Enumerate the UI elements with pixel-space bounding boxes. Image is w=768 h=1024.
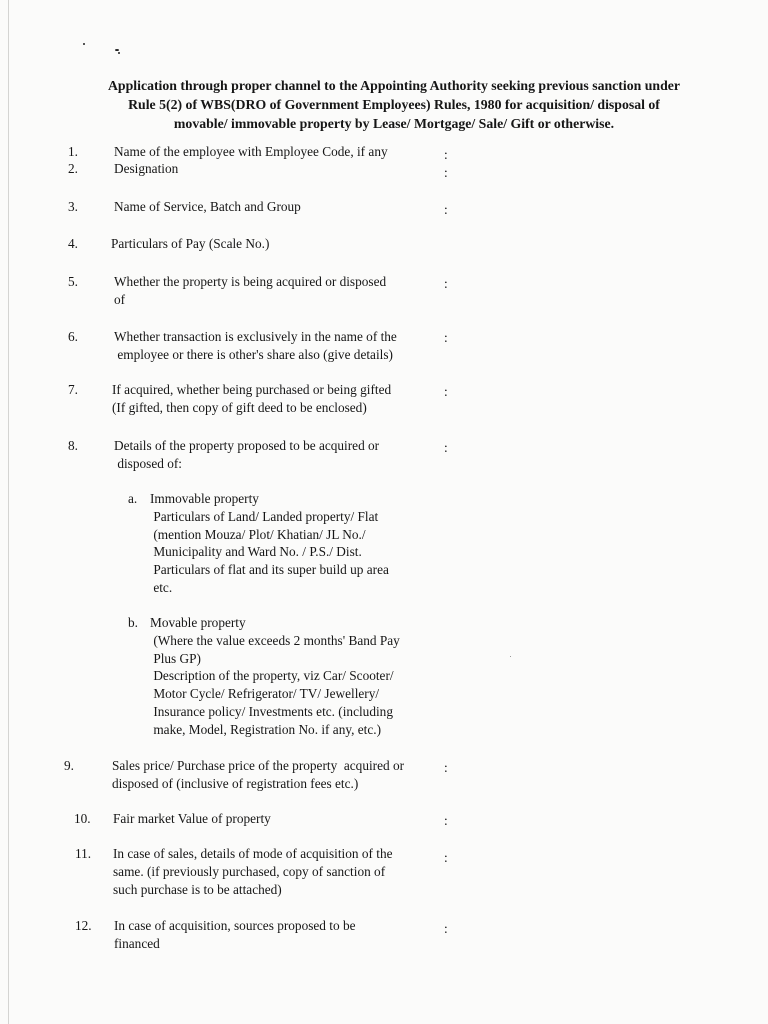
item-text-line: Whether transaction is exclusively in the name of the [114, 329, 397, 344]
sub-item-text-line: Motor Cycle/ Refrigerator/ TV/ Jewellery/ [150, 686, 380, 702]
form-title-line: movable/ immovable property by Lease/ Mortgage/ Sale/ Gift or otherwise. [173, 116, 615, 131]
sub-item-text-line: Movable property [150, 615, 246, 630]
item-text-line: In case of acquisition, sources proposed to be [114, 918, 356, 933]
sub-item-text-line: etc. [150, 580, 173, 595]
form-title-line: Rule 5(2) of WBS(DRO of Government Employees) Rules, 1980 for acquisition/ disposal of [128, 97, 660, 112]
item-number: 7. [68, 382, 78, 397]
sub-item-letter: b. [128, 615, 138, 630]
item-colon: : [444, 813, 448, 828]
item-text-line: Name of the employee with Employee Code, if any [114, 144, 388, 159]
item-text-line: Particulars of Pay (Scale No.) [111, 236, 270, 251]
item-text-line: Designation [114, 161, 179, 176]
item-text-line: financed [114, 936, 160, 951]
item-number: 11. [75, 846, 92, 861]
item-number: 5. [68, 274, 78, 289]
item-text-line: same. (if previously purchased, copy of sanction of [113, 864, 386, 879]
sub-item-text-line: Particulars of Land/ Landed property/ Flat [150, 508, 379, 524]
item-text-line: If acquired, whether being purchased or being gifted [112, 382, 392, 397]
item-number: 3. [68, 199, 78, 214]
scan-dot [510, 656, 511, 657]
item-number: 9. [64, 758, 74, 773]
item-text-line: Fair market Value of property [113, 811, 271, 826]
item-number: 4. [68, 236, 78, 251]
item-colon: : [444, 850, 448, 865]
sub-item-text-line: Insurance policy/ Investments etc. (including [150, 704, 393, 719]
sub-item-text-line: Municipality and Ward No. / P.S./ Dist. [150, 544, 362, 560]
sub-item-letter: a. [128, 491, 138, 506]
item-colon: : [444, 165, 448, 180]
sub-item-text-line: Particulars of flat and its super build up area [150, 562, 389, 578]
item-colon: : [444, 202, 448, 217]
item-text-line: disposed of (inclusive of registration fees etc.) [112, 776, 359, 791]
item-colon: : [444, 760, 448, 775]
item-number: 12. [75, 918, 92, 933]
item-text-line: Name of Service, Batch and Group [114, 199, 301, 214]
item-colon: : [444, 330, 448, 345]
item-colon: : [444, 147, 448, 162]
item-text-line: Sales price/ Purchase price of the property acquired or [112, 758, 405, 773]
sub-item-text-line: (mention Mouza/ Plot/ Khatian/ JL No./ [150, 526, 366, 542]
form-title [70, 76, 718, 133]
item-text-line: employee or there is other's share also (give details) [114, 347, 393, 362]
item-text-line: Whether the property is being acquired or disposed [114, 274, 387, 289]
page-edge [8, 0, 9, 1024]
item-number: 10. [74, 811, 91, 826]
sub-item-text-line: Description of the property, viz Car/ Scooter/ [150, 668, 394, 684]
sub-item-text-line: (Where the value exceeds 2 months' Band Pay [150, 632, 400, 648]
item-number: 8. [68, 438, 78, 453]
item-text-line: disposed of: [114, 456, 182, 471]
item-text-line: In case of sales, details of mode of acquisition of the [113, 846, 393, 861]
form-title-line: Application through proper channel to the Appointing Authority seeking previous sanction under [107, 78, 681, 93]
item-colon: : [444, 384, 448, 399]
item-text-line: Details of the property proposed to be acquired or [114, 438, 380, 453]
item-colon: : [444, 440, 448, 455]
item-text-line: (If gifted, then copy of gift deed to be enclosed) [112, 400, 367, 415]
item-number: 6. [68, 329, 78, 344]
item-text-line: such purchase is to be attached) [113, 882, 282, 897]
item-text-line: of [114, 292, 126, 307]
item-number: 2. [68, 161, 78, 176]
item-number: 1. [68, 144, 78, 159]
sub-item-text-line: make, Model, Registration No. if any, etc.) [150, 721, 382, 737]
sub-item-text-line: Plus GP) [150, 650, 201, 666]
item-colon: : [444, 276, 448, 291]
sub-item-text-line: Immovable property [150, 491, 259, 506]
item-colon: : [444, 921, 448, 936]
